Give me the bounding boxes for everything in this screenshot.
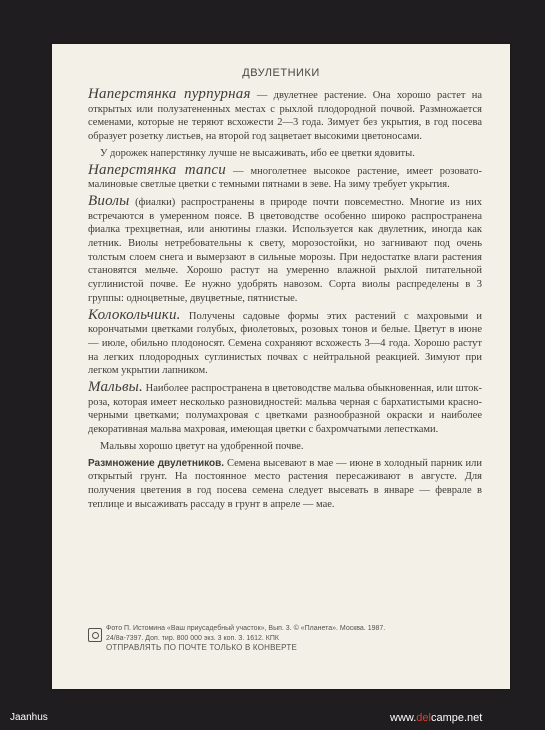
paragraph-title: Наперстянка пурпурная [88, 86, 251, 102]
paragraph-digitalis-purpurea [88, 88, 482, 144]
paragraph-text: — многолетнее высокое растение, имеет розовато-малиновые светлые цветки с темными пятнами в зеве. На зиму требует укрытия. [88, 165, 483, 191]
watermark-prefix: www. [390, 712, 417, 724]
imprint-line-2: 24/8а-7397. Доп. тир. 800 000 экз. 3 коп. З. 1612. КПК [106, 634, 279, 642]
paragraph-text: Мальвы хорошо цветут на удобренной почве. [100, 440, 304, 452]
paragraph-malva-note [88, 440, 482, 454]
paragraph-digitalis-thapsi [88, 161, 483, 192]
paragraph-title: Наперстянка тапси [88, 161, 226, 178]
watermark-site [390, 712, 482, 724]
paragraph-text: — двулетнее растение. Она хорошо растет на открытых или полузатененных местах с рыхлой плодородной почвой. Размножается семенами, которые не теряют всхожести 2—3 года. Зимует без укрытия, в год посева образует розетку листьев, на второй год зацветает высокими цветоносами. [88, 90, 482, 143]
watermark-brand: del [416, 712, 431, 724]
paragraph-propagation [88, 457, 482, 512]
watermark-suffix: campe.net [430, 712, 483, 724]
section-heading: ДВУЛЕТНИКИ [242, 67, 320, 79]
paragraph-malva [88, 381, 482, 437]
imprint-line-1: Фото П. Истомина «Ваш приусадебный участок», Вып. 3. © «Планета». Москва. 1987. [106, 625, 386, 632]
publisher-logo-icon [88, 628, 102, 642]
paragraph-text: Семена высевают в мае — июне в холодный парник или открытый грунт. На постоянное место растения пересаживают в августе. Для получения цветения в год посева семена следует высевать в январе — феврале в теплице и высаживать рассаду в грунт в апреле — мае. [88, 457, 482, 510]
paragraph-text: Наиболее распространена в цветоводстве мальва обыкновенная, или шток-роза, которая имеет несколько разновидностей: мальва черная с бархатистыми красно-черными цветками; полумахровая с цветками разнообразной окраски и наиболее декоративная мальва махровая, имеющая цветки с бахромчатыми лепестками. [88, 383, 483, 436]
paragraph-text: У дорожек наперстянку лучше не высаживать, ибо ее цветки ядовиты. [100, 147, 415, 159]
paragraph-title: Размножение двулетников. [88, 457, 225, 469]
paragraph-digitalis-note [88, 147, 482, 161]
paragraph-title: Колокольчики. [88, 306, 181, 323]
paragraph-title: Мальвы. [88, 379, 143, 396]
text-body [88, 88, 482, 514]
imprint-footer [88, 624, 482, 653]
paragraph-title: Виолы [88, 192, 130, 209]
postcard-back [52, 44, 510, 689]
mailing-note: ОТПРАВЛЯТЬ ПО ПОЧТЕ ТОЛЬКО В КОНВЕРТЕ [106, 643, 297, 652]
paragraph-campanula [88, 306, 482, 379]
paragraph-text: Получены садовые формы этих растений с махровыми и корончатыми цветками голубых, фиолетовых, розовых тонов и белые. Цветут в июне — июле, обильно плодоносят. Семена сохраняют всхожесть 3—4 года. Хорошо растут на легких плодородных суглинистых почвах с нейтральной реакцией. Зимуют при легком укрытии лапником. [88, 310, 482, 377]
paragraph-viola [88, 192, 483, 306]
watermark-seller: Jaanhus [10, 712, 48, 723]
paragraph-text: (фиалки) распространены в природе почти повсеместно. Многие из них встречаются в умеренном поясе. В цветоводстве особенно широко распространена фиалка трехцветная, или анютины глазки. Используется как двулетник, иногда как летник. Виолы нетребовательны к свету, морозостойки, но загнивают под очень толстым слоем снега и вымерзают в сильные морозы. При недостатке влаги растения становятся мельче. Хорошо растут на умеренно влажной рыхлой питательной суглинистой почве. Ее нужно удобрять навозом. Сорта виолы распределены в 3 группы: одноцветные, двуцветные, пятнистые. [88, 196, 483, 304]
